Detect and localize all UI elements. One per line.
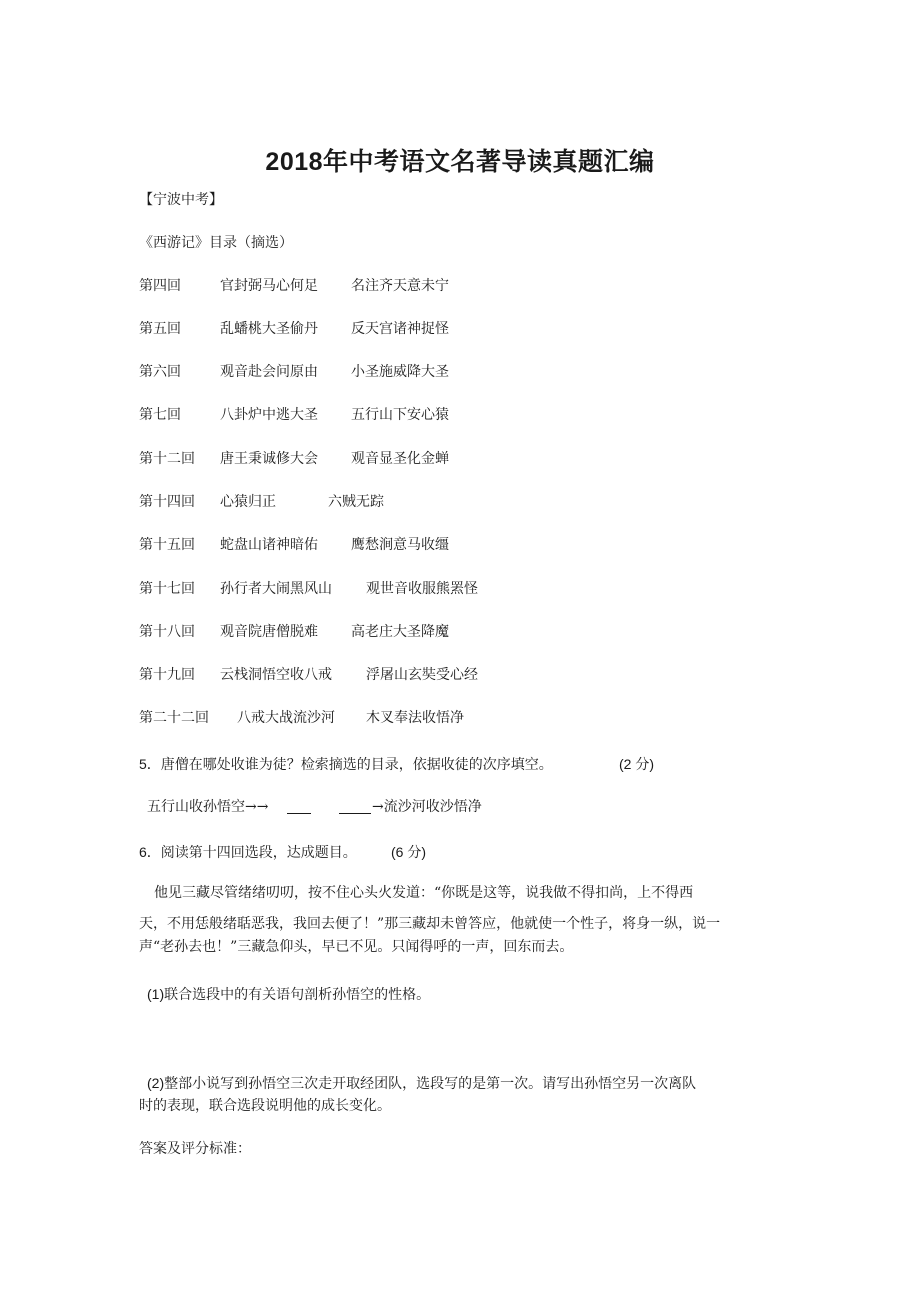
question-score: (6 分): [391, 844, 426, 860]
toc-title-a: 心猿归正: [220, 494, 276, 510]
toc-title-a: 蛇盘山诸神暗佑: [220, 537, 318, 553]
toc-title-b: 高老庄大圣降魔: [351, 624, 449, 640]
toc-title-a: 观音赴会问原由: [220, 364, 318, 380]
sub-question-text: 整部小说写到孙悟空三次走开取经团队，选段写的是第一次。请写出孙悟空另一次离队: [164, 1076, 697, 1092]
toc-title-b: 六贼无踪: [328, 494, 384, 510]
toc-chapter: 第五回: [139, 321, 181, 337]
toc-chapter: 第十七回: [139, 581, 195, 597]
sub-question-1: [147, 985, 430, 1004]
sub-question-number: (2): [147, 1075, 165, 1091]
question-number: 5．: [139, 756, 161, 772]
toc-title-a: 观音院唐僧脱难: [220, 624, 318, 640]
fill-start: 五行山收孙悟空→→: [147, 799, 269, 815]
toc-title-b: 名注齐天意未宁: [351, 278, 449, 294]
sub-question-2: [147, 1074, 696, 1093]
title-year: 2018: [265, 148, 324, 176]
sub-question-text: 联合选段中的有关语句剖析孙悟空的性格。: [164, 987, 431, 1003]
question-5: [139, 755, 553, 774]
toc-title-b: 观音显圣化金蝉: [351, 451, 449, 467]
toc-title-b: 反天宫诸神捉怪: [351, 321, 449, 337]
question-text: 唐僧在哪处收谁为徒？检索摘选的目录，依据收徒的次序填空。: [160, 757, 553, 773]
page-title: [0, 142, 920, 178]
toc-title-a: 八卦炉中逃大圣: [220, 407, 318, 423]
answer-label: 答案及评分标准：: [139, 1141, 251, 1157]
passage-line: 他见三藏尽管绪绪叨叨，按不住心头火发道：“你既是这等，说我做不得扣尚，上不得西: [154, 885, 694, 901]
toc-chapter: 第十四回: [139, 494, 195, 510]
toc-caption: 《西游记》目录（摘选）: [139, 235, 293, 251]
question-number: 6．: [139, 844, 161, 860]
toc-title-b: 浮屠山玄奘受心经: [366, 667, 478, 683]
answer-blank[interactable]: [339, 799, 371, 814]
toc-title-a: 八戒大战流沙河: [237, 710, 335, 726]
toc-chapter: 第十二回: [139, 451, 195, 467]
toc-chapter: 第七回: [139, 407, 181, 423]
toc-chapter: 第六回: [139, 364, 181, 380]
toc-title-b: 五行山下安心猿: [351, 407, 449, 423]
toc-chapter: 第十八回: [139, 624, 195, 640]
toc-title-a: 官封弼马心何足: [220, 278, 318, 294]
answer-blank[interactable]: [287, 799, 311, 814]
toc-title-b: 鹰愁涧意马收缰: [351, 537, 449, 553]
passage-line: 声“老孙去也！”三藏急仰头，早已不见。只闻得呼的一声，回东而去。: [139, 939, 574, 955]
toc-title-b: 小圣施威降大圣: [351, 364, 449, 380]
section-label: 【宁波中考】: [139, 192, 223, 208]
toc-title-a: 唐王秉诚修大会: [220, 451, 318, 467]
toc-chapter: 第十五回: [139, 537, 195, 553]
sub-question-text-cont: 时的表现，联合选段说明他的成长变化。: [139, 1098, 391, 1114]
toc-title-a: 孙行者大闹黑风山: [220, 581, 332, 597]
question-6: [139, 843, 357, 862]
question-text: 阅读第十四回选段，达成题目。: [160, 845, 357, 861]
toc-chapter: 第二十二回: [139, 710, 209, 726]
toc-title-a: 云栈洞悟空收八戒: [220, 667, 332, 683]
toc-title-b: 观世音收服熊罴怪: [366, 581, 478, 597]
sub-question-number: (1): [147, 986, 165, 1002]
fill-end: →流沙河收沙悟净: [372, 799, 482, 815]
toc-chapter: 第四回: [139, 278, 181, 294]
title-text: 年中考语文名著导读真题汇编: [323, 147, 655, 176]
question-score: (2 分): [619, 756, 654, 772]
passage-line: 天，不用恁般绪聒恶我，我回去便了！”那三藏却未曾答应，他就使一个性子，将身一纵，说一: [139, 916, 721, 932]
toc-chapter: 第十九回: [139, 667, 195, 683]
question-5-fill: [147, 798, 268, 816]
toc-title-b: 木叉奉法收悟净: [366, 710, 464, 726]
toc-title-a: 乱蟠桃大圣偷丹: [220, 321, 318, 337]
